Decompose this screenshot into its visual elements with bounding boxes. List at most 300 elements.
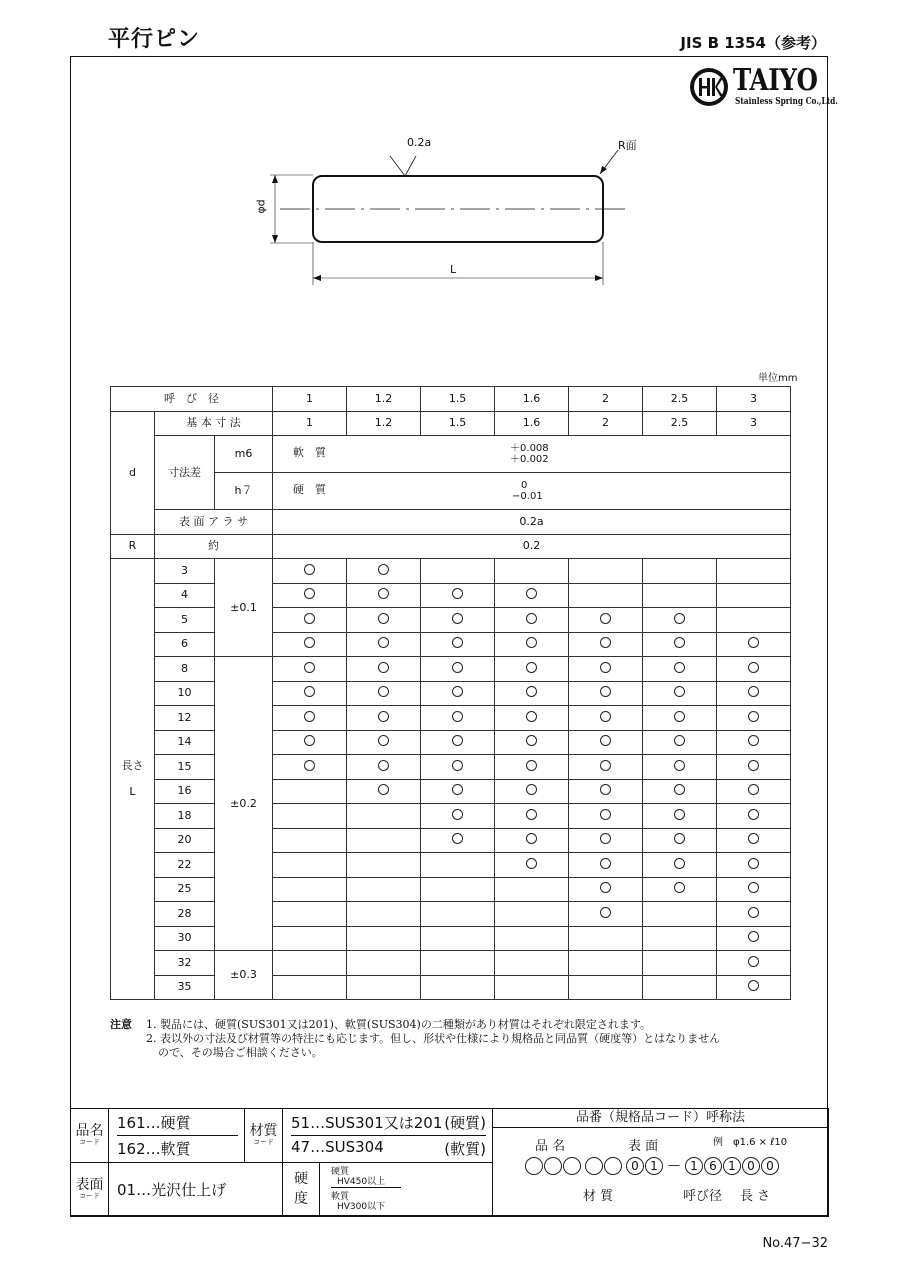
availability-cell (643, 681, 717, 706)
availability-cell (273, 755, 347, 780)
availability-cell (569, 902, 643, 927)
available-mark (452, 809, 463, 820)
availability-cell (421, 779, 495, 804)
available-mark (748, 833, 759, 844)
length-cell: 6 (155, 632, 215, 657)
availability-cell (347, 902, 421, 927)
length-header-text: 長さ (121, 759, 144, 772)
note-2: 2. 表以外の寸法及び材質等の特注にも応じます。但し、形状や仕様により規格品と同品質（硬度等）とはなりません (146, 1032, 721, 1045)
nominal-header: 呼 び 径 (111, 387, 273, 412)
basic-cell: 1.2 (347, 411, 421, 436)
availability-cell (421, 681, 495, 706)
available-mark (304, 662, 315, 673)
available-mark (526, 637, 537, 648)
availability-cell (495, 853, 569, 878)
nominal-cell: 2 (569, 387, 643, 412)
available-mark (378, 711, 389, 722)
h7-lower: −0.01 (512, 491, 543, 502)
basic-cell: 3 (717, 411, 791, 436)
available-mark (674, 735, 685, 746)
available-mark (674, 613, 685, 624)
basic-cell: 1.5 (421, 411, 495, 436)
availability-cell (347, 657, 421, 682)
availability-cell (495, 951, 569, 976)
availability-cell (347, 951, 421, 976)
length-row (111, 608, 791, 633)
nomen-digits (626, 1157, 779, 1175)
available-mark (452, 613, 463, 624)
code-51-type: (硬質) (444, 1114, 486, 1132)
basic-cell: 1.6 (495, 411, 569, 436)
basic-cell: 2 (569, 411, 643, 436)
length-cell: 8 (155, 657, 215, 682)
available-mark (674, 686, 685, 697)
availability-cell (717, 583, 791, 608)
nominal-cell: 1 (273, 387, 347, 412)
length-row (111, 583, 791, 608)
r-row (111, 534, 791, 559)
soft-value: HV300以下 (337, 1202, 386, 1212)
availability-cell (643, 877, 717, 902)
availability-cell (421, 804, 495, 829)
basic-cell: 1 (273, 411, 347, 436)
nomen-example: 例 φ1.6 × ℓ10 (713, 1137, 788, 1148)
diameter-label: φd (254, 199, 268, 214)
roughness-row (111, 510, 791, 535)
availability-cell (717, 608, 791, 633)
nomen-yobi: 呼び径 (683, 1189, 723, 1204)
availability-cell (569, 559, 643, 584)
availability-cell (643, 706, 717, 731)
available-mark (378, 735, 389, 746)
availability-cell (347, 681, 421, 706)
availability-cell (421, 608, 495, 633)
available-mark (304, 760, 315, 771)
availability-cell (643, 975, 717, 1000)
hard-spec (331, 1167, 401, 1212)
length-tolerance: ±0.3 (215, 951, 273, 1000)
availability-cell (495, 706, 569, 731)
availability-cell (347, 828, 421, 853)
length-row (111, 657, 791, 682)
available-mark (600, 833, 611, 844)
availability-cell (569, 877, 643, 902)
code-47: 47…SUS304 (291, 1138, 384, 1156)
material-label (245, 1109, 283, 1163)
availability-cell (347, 877, 421, 902)
availability-cell (347, 804, 421, 829)
nomenclature-title: 品番（規格品コード）呼称法 (493, 1109, 828, 1128)
availability-cell (421, 583, 495, 608)
hard-label: 硬質 (331, 1167, 350, 1177)
code-table (70, 1108, 829, 1217)
availability-cell (569, 951, 643, 976)
available-mark (526, 809, 537, 820)
availability-cell (273, 632, 347, 657)
length-row (111, 828, 791, 853)
code-51: 51…SUS301又は201 (291, 1114, 443, 1132)
availability-cell (643, 559, 717, 584)
availability-cell (273, 828, 347, 853)
dash: — (668, 1158, 680, 1172)
available-mark (748, 735, 759, 746)
available-mark (748, 760, 759, 771)
digit-circle: 0 (761, 1157, 779, 1175)
tolerance-header: 寸法差 (155, 436, 215, 510)
available-mark (526, 686, 537, 697)
availability-cell (495, 975, 569, 1000)
available-mark (378, 588, 389, 599)
availability-cell (569, 975, 643, 1000)
surface-code: 01…光沢仕上げ (109, 1163, 283, 1217)
available-mark (378, 784, 389, 795)
length-header (111, 559, 155, 1000)
availability-cell (347, 730, 421, 755)
approx-header: 約 (155, 534, 273, 559)
available-mark (748, 711, 759, 722)
notes-label: 注意 (110, 1018, 132, 1031)
length-row (111, 975, 791, 1000)
availability-cell (347, 755, 421, 780)
available-mark (674, 711, 685, 722)
length-row (111, 681, 791, 706)
surface-label (71, 1163, 109, 1217)
available-mark (674, 882, 685, 893)
availability-cell (643, 583, 717, 608)
availability-cell (347, 779, 421, 804)
length-cell: 25 (155, 877, 215, 902)
available-mark (304, 637, 315, 648)
length-row (111, 559, 791, 584)
available-mark (526, 735, 537, 746)
code-small: コード (253, 1137, 274, 1146)
availability-cell (421, 730, 495, 755)
code-small: コード (79, 1137, 100, 1146)
availability-cell (643, 657, 717, 682)
availability-cell (643, 755, 717, 780)
digit-circle: 1 (723, 1157, 741, 1175)
available-mark (526, 711, 537, 722)
availability-cell (717, 828, 791, 853)
availability-cell (273, 608, 347, 633)
note-2-cont: ので、その場合ご相談ください。 (158, 1046, 323, 1059)
digit-circle: 0 (742, 1157, 760, 1175)
availability-cell (717, 951, 791, 976)
length-cell: 20 (155, 828, 215, 853)
h7-label: h７ (215, 473, 273, 510)
product-codes (109, 1109, 245, 1163)
availability-cell (643, 632, 717, 657)
availability-cell (347, 583, 421, 608)
availability-cell (643, 730, 717, 755)
available-mark (600, 711, 611, 722)
availability-cell (643, 853, 717, 878)
availability-cell (643, 828, 717, 853)
code-47-type: (軟質) (444, 1140, 486, 1158)
product-name-text: 品名 (75, 1122, 104, 1139)
length-header-symbol: L (129, 785, 136, 798)
available-mark (674, 760, 685, 771)
spec-table (110, 386, 791, 1000)
page-number: No.47−32 (762, 1236, 828, 1251)
availability-cell (421, 559, 495, 584)
length-row (111, 730, 791, 755)
length-row (111, 632, 791, 657)
available-mark (452, 686, 463, 697)
available-mark (674, 662, 685, 673)
digit-circle: 1 (645, 1157, 663, 1175)
availability-cell (569, 926, 643, 951)
nominal-cell: 1.6 (495, 387, 569, 412)
nomen-hinmei: 品 名 (535, 1139, 566, 1154)
availability-cell (717, 804, 791, 829)
nominal-cell: 1.2 (347, 387, 421, 412)
availability-cell (643, 951, 717, 976)
digit-circle: 1 (685, 1157, 703, 1175)
nominal-cell: 1.5 (421, 387, 495, 412)
availability-cell (421, 828, 495, 853)
m6-row (111, 436, 791, 473)
available-mark (600, 784, 611, 795)
length-cell: 12 (155, 706, 215, 731)
length-row (111, 755, 791, 780)
blank-circle (604, 1157, 622, 1175)
soft-label: 軟質 (331, 1192, 350, 1202)
availability-cell (347, 632, 421, 657)
length-row (111, 853, 791, 878)
roughness-header: 表 面 ア ラ サ (155, 510, 273, 535)
standard-reference: JIS B 1354（参考） (680, 34, 826, 52)
nomen-zai: 材 質 (583, 1189, 614, 1204)
code-162: 162…軟質 (117, 1140, 191, 1158)
availability-cell (569, 681, 643, 706)
available-mark (600, 882, 611, 893)
basic-cell: 2.5 (643, 411, 717, 436)
availability-cell (569, 804, 643, 829)
availability-cell (421, 902, 495, 927)
availability-cell (273, 559, 347, 584)
availability-cell (717, 902, 791, 927)
availability-cell (421, 975, 495, 1000)
availability-cell (495, 583, 569, 608)
length-cell: 32 (155, 951, 215, 976)
hardness-cell (283, 1163, 493, 1217)
availability-cell (495, 608, 569, 633)
hardness-text: 硬度 (294, 1171, 308, 1207)
nomenclature (493, 1109, 829, 1217)
length-cell: 14 (155, 730, 215, 755)
nominal-cell: 2.5 (643, 387, 717, 412)
availability-cell (717, 755, 791, 780)
code-161: 161…硬質 (117, 1112, 238, 1136)
product-name-label (71, 1109, 109, 1163)
available-mark (526, 662, 537, 673)
availability-cell (421, 657, 495, 682)
d-header: d (111, 411, 155, 534)
availability-cell (273, 804, 347, 829)
availability-cell (421, 632, 495, 657)
availability-cell (717, 706, 791, 731)
availability-cell (717, 559, 791, 584)
digit-circle: 0 (626, 1157, 644, 1175)
availability-cell (495, 681, 569, 706)
nomen-hyomen: 表 面 (628, 1139, 659, 1154)
nominal-cell: 3 (717, 387, 791, 412)
r-header: R (111, 534, 155, 559)
availability-cell (495, 926, 569, 951)
length-label: L (450, 263, 457, 276)
blank-circle (525, 1157, 543, 1175)
blank-circle (585, 1157, 603, 1175)
hardness-label (282, 1163, 320, 1217)
length-cell: 3 (155, 559, 215, 584)
basic-row (111, 411, 791, 436)
availability-cell (495, 559, 569, 584)
availability-cell (421, 951, 495, 976)
available-mark (748, 907, 759, 918)
available-mark (378, 637, 389, 648)
availability-cell (273, 853, 347, 878)
company-logo-name: TAIYO (733, 63, 818, 98)
m6-value (273, 436, 791, 473)
availability-cell (717, 975, 791, 1000)
available-mark (674, 637, 685, 648)
nomen-naga: 長 さ (740, 1189, 771, 1204)
availability-cell (643, 902, 717, 927)
availability-cell (495, 632, 569, 657)
length-tolerance: ±0.1 (215, 559, 273, 657)
length-cell: 30 (155, 926, 215, 951)
availability-cell (495, 804, 569, 829)
available-mark (378, 613, 389, 624)
roughness-value: 0.2a (273, 510, 791, 535)
available-mark (526, 833, 537, 844)
available-mark (304, 711, 315, 722)
availability-cell (569, 755, 643, 780)
availability-cell (421, 853, 495, 878)
blank-circle (563, 1157, 581, 1175)
available-mark (452, 760, 463, 771)
availability-cell (347, 853, 421, 878)
available-mark (304, 735, 315, 746)
length-row (111, 779, 791, 804)
availability-cell (717, 657, 791, 682)
available-mark (748, 956, 759, 967)
availability-cell (273, 657, 347, 682)
length-cell: 10 (155, 681, 215, 706)
available-mark (526, 588, 537, 599)
length-row (111, 902, 791, 927)
nominal-row (111, 387, 791, 412)
material-text: 材質 (249, 1122, 278, 1139)
note-1: 1. 製品には、硬質(SUS301又は201)、軟質(SUS304)の二種類があり材質はそれぞれ限定されます。 (146, 1018, 651, 1031)
availability-cell (569, 853, 643, 878)
availability-cell (569, 706, 643, 731)
available-mark (600, 760, 611, 771)
length-cell: 15 (155, 755, 215, 780)
length-cell: 22 (155, 853, 215, 878)
available-mark (452, 735, 463, 746)
available-mark (304, 588, 315, 599)
available-mark (526, 613, 537, 624)
available-mark (600, 613, 611, 624)
r-value: 0.2 (273, 534, 791, 559)
availability-cell (273, 975, 347, 1000)
roughness-note: 0.2a (407, 136, 432, 149)
availability-cell (273, 681, 347, 706)
available-mark (748, 809, 759, 820)
availability-cell (495, 755, 569, 780)
length-row (111, 926, 791, 951)
available-mark (600, 858, 611, 869)
basic-header: 基 本 寸 法 (155, 411, 273, 436)
available-mark (378, 686, 389, 697)
availability-cell (421, 926, 495, 951)
availability-cell (273, 926, 347, 951)
availability-cell (643, 779, 717, 804)
available-mark (674, 809, 685, 820)
availability-cell (569, 657, 643, 682)
m6-label: m6 (215, 436, 273, 473)
availability-cell (495, 902, 569, 927)
available-mark (748, 931, 759, 942)
available-mark (452, 711, 463, 722)
availability-cell (717, 779, 791, 804)
availability-cell (569, 583, 643, 608)
availability-cell (347, 608, 421, 633)
length-cell: 4 (155, 583, 215, 608)
digit-circle: 6 (704, 1157, 722, 1175)
h7-material: 硬 質 (293, 483, 327, 496)
available-mark (304, 686, 315, 697)
availability-cell (495, 828, 569, 853)
company-logo-mark (688, 66, 730, 108)
availability-cell (495, 877, 569, 902)
length-row (111, 706, 791, 731)
available-mark (452, 637, 463, 648)
length-row (111, 877, 791, 902)
available-mark (748, 637, 759, 648)
availability-cell (717, 853, 791, 878)
available-mark (748, 980, 759, 991)
availability-cell (569, 828, 643, 853)
page-title: 平行ピン (108, 27, 201, 52)
surface-text: 表面 (75, 1176, 104, 1193)
availability-cell (643, 608, 717, 633)
m6-upper: ＋0.008 (510, 443, 549, 454)
availability-cell (273, 779, 347, 804)
code-small: コード (79, 1191, 100, 1200)
availability-cell (569, 632, 643, 657)
length-cell: 18 (155, 804, 215, 829)
m6-lower: ＋0.002 (510, 454, 549, 465)
blank-circle (544, 1157, 562, 1175)
availability-cell (273, 730, 347, 755)
available-mark (600, 907, 611, 918)
availability-cell (495, 657, 569, 682)
m6-material: 軟 質 (293, 446, 327, 459)
available-mark (600, 686, 611, 697)
availability-cell (347, 926, 421, 951)
availability-cell (717, 730, 791, 755)
availability-cell (273, 877, 347, 902)
length-cell: 28 (155, 902, 215, 927)
material-codes (283, 1109, 493, 1163)
h7-upper: 0 (521, 480, 528, 491)
availability-cell (643, 926, 717, 951)
available-mark (304, 564, 315, 575)
available-mark (748, 662, 759, 673)
